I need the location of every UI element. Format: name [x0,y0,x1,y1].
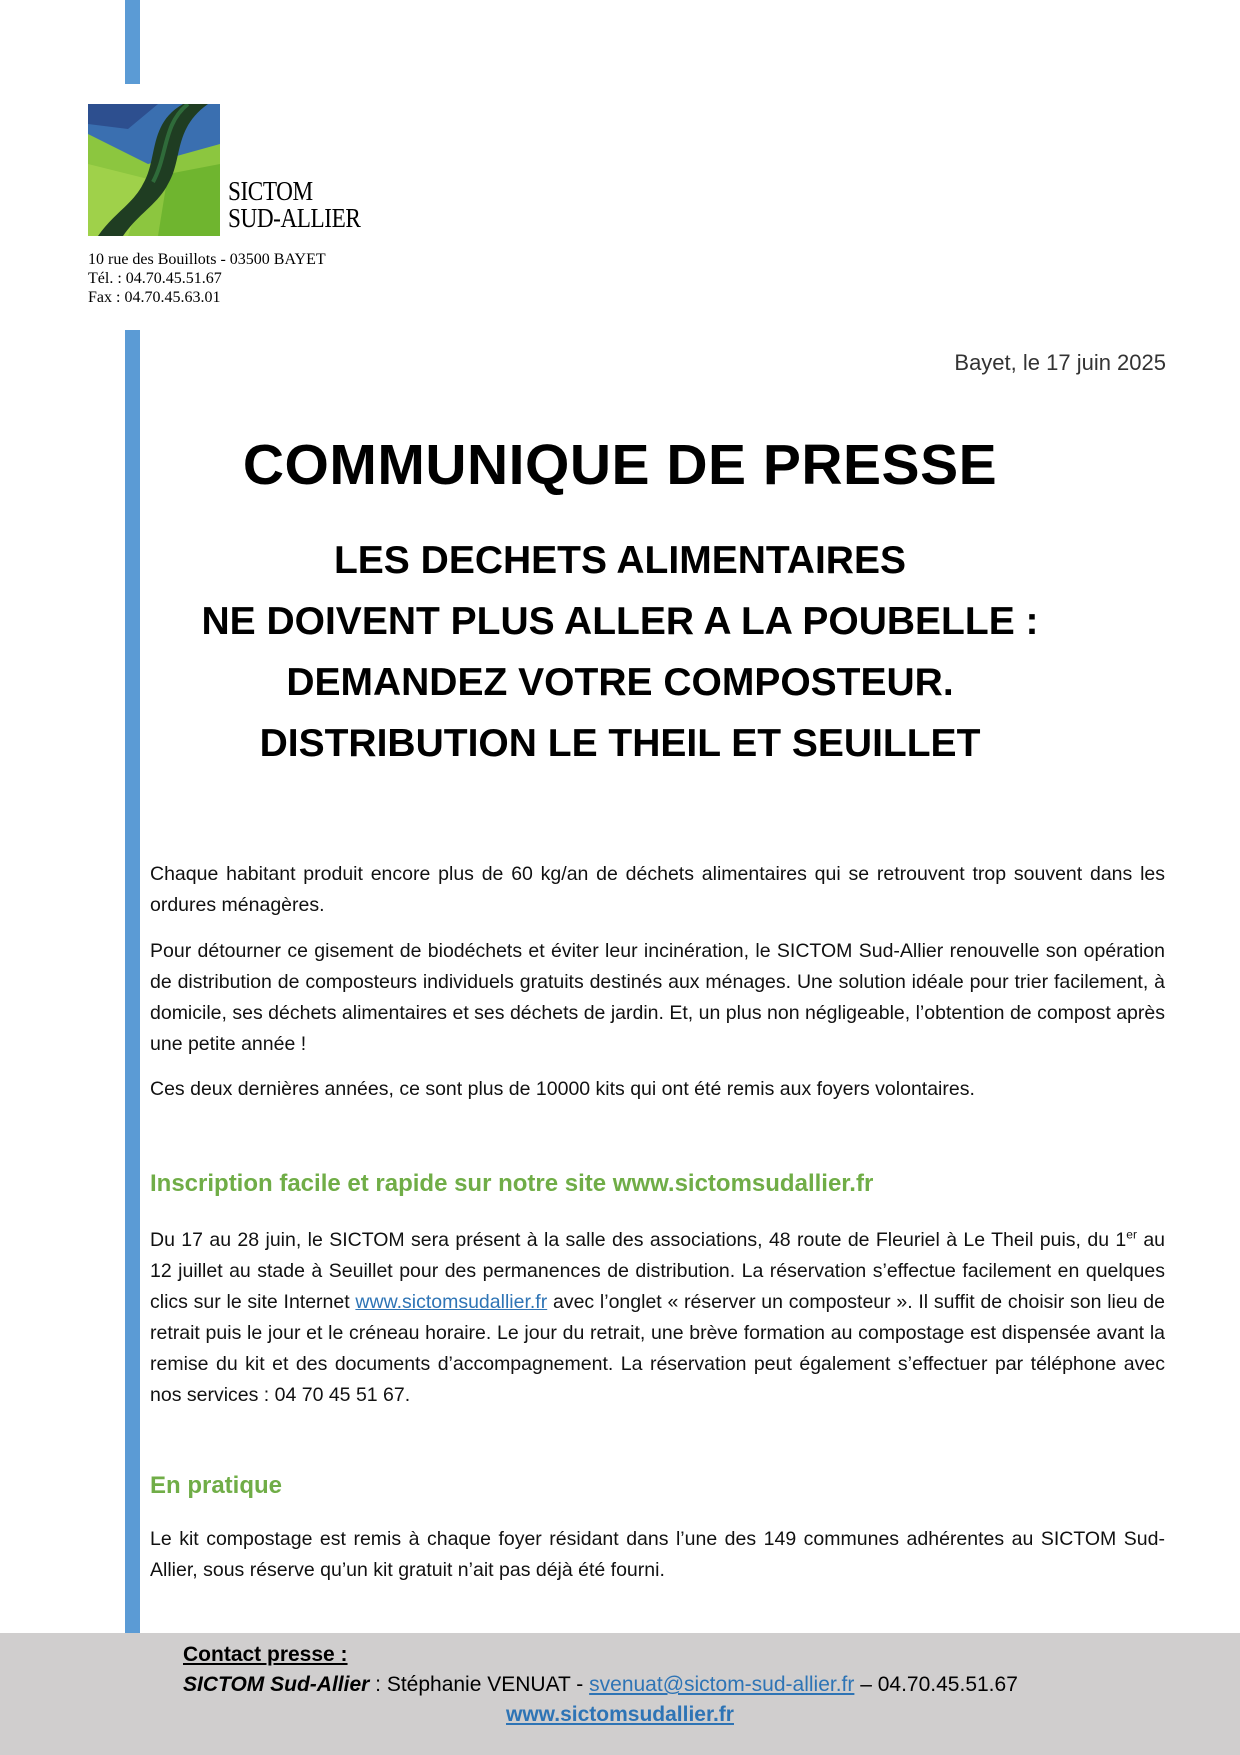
subtitle-line: LES DECHETS ALIMENTAIRES [333,539,907,582]
address-line: 10 rue des Bouillots - 03500 BAYET [88,251,326,268]
accent-bar-left [125,330,140,1755]
intro-paragraph: Pour détourner ce gisement de biodéchets et éviter leur incinération, le SICTOM Sud-Allier renouvelle son opération de distribution de composteurs individuels gratuits destinés aux ménages. Une solution idéale pour trier facilement, à domicile, ses déchets alimentaires et ses déchets de jardin. Et, un plus non négligeable, l’obtention de compost après une petite année ! [150,940,1165,1055]
inscription-paragraph: Du 17 au 28 juin, le SICTOM sera présent à la salle des associations, 48 route de Fleuriel à Le Theil puis, du 1er au 12 juillet au stade à Seuillet pour des permanences de distribution. La réservation s’effectue facilement en quelques clics sur le site Internet www.sictomsudallier.fr avec l’onglet « réserver un composteur ». Il suffit de choisir son lieu de retrait puis le jour et le créneau horaire. Le jour du retrait, une brève formation au compostage est dispensée avant la remise du kit et des documents d’accompagnement. La réservation peut également s’effectuer par téléphone avec nos services : 04 70 45 51 67. [150,1227,1166,1406]
document-date: Bayet, le 17 juin 2025 [954,350,1166,375]
logo-text: SICTOM SUD-ALLIER [228,176,361,233]
contact-website [0,1703,1240,1727]
sender-address [88,250,326,307]
contact-website-link[interactable]: www.sictomsudallier.fr [506,1703,734,1726]
page-title: COMMUNIQUE DE PRESSE [242,433,998,497]
section-heading-inscription: Inscription facile et rapide sur notre site www.sictomsudallier.fr [150,1170,874,1197]
intro-paragraph: Chaque habitant produit encore plus de 60 kg/an de déchets alimentaires qui se retrouvent trop souvent dans les ordures ménagères. [150,863,1165,916]
pratique-paragraph: Le kit compostage est remis à chaque foyer résidant dans l’une des 149 communes adhérentes au SICTOM Sud-Allier, sous réserve qu’un kit gratuit n’ait pas déjà été fourni. [150,1528,1165,1581]
intro-paragraph: Ces deux dernières années, ce sont plus de 10000 kits qui ont été remis aux foyers volontaires. [150,1078,975,1100]
contact-details: SICTOM Sud-Allier : Stéphanie VENUAT - svenuat@sictom-sud-allier.fr – 04.70.45.51.67 [183,1673,1018,1696]
section-heading-pratique: En pratique [150,1472,283,1499]
subtitle-line: DISTRIBUTION LE THEIL ET SEUILLET [259,722,981,765]
website-link[interactable]: www.sictomsudallier.fr [355,1291,548,1313]
subtitle-line: NE DOIVENT PLUS ALLER A LA POUBELLE : [201,600,1039,643]
contact-title: Contact presse : [183,1643,348,1666]
subtitle [140,530,1100,774]
sictom-logo [88,104,220,236]
accent-bar-top [125,0,140,84]
contact-email-link[interactable]: svenuat@sictom-sud-allier.fr [589,1673,855,1696]
subtitle-line: DEMANDEZ VOTRE COMPOSTEUR. [286,661,954,704]
tel-line: Tél. : 04.70.45.51.67 [88,270,222,287]
fax-line: Fax : 04.70.45.63.01 [88,289,221,306]
